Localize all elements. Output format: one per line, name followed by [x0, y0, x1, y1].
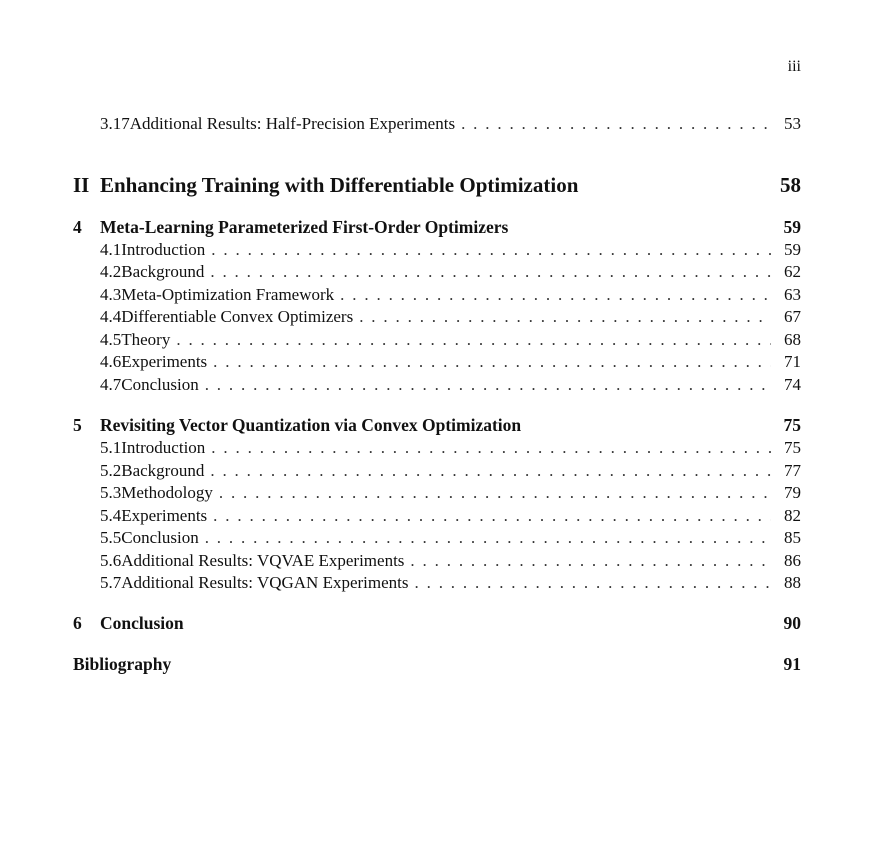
section-number: 5.3	[100, 483, 122, 502]
section-title: Additional Results: VQGAN Experiments	[121, 573, 409, 592]
section-title: Theory	[121, 330, 171, 349]
section-number: 4.1	[100, 240, 122, 259]
toc-entry-5-1[interactable]	[73, 438, 801, 458]
section-title: Background	[121, 461, 205, 480]
dot-leader	[211, 240, 771, 260]
section-number: 5.6	[100, 551, 122, 570]
toc-entry-4-5[interactable]	[73, 330, 801, 350]
page-ref: 59	[784, 240, 801, 259]
section-number: 4.7	[100, 375, 122, 394]
page-ref: 75	[783, 415, 801, 435]
section-title: Conclusion	[121, 528, 199, 547]
page-ref: 88	[784, 573, 801, 592]
section-number: 5.5	[100, 528, 122, 547]
dot-leader	[213, 506, 771, 526]
page-ref: 67	[784, 307, 801, 326]
toc-entry-5-5[interactable]	[73, 528, 801, 548]
page-ref: 77	[784, 461, 801, 480]
toc-entry-4-6[interactable]	[73, 352, 801, 372]
page-number: iii	[787, 58, 801, 75]
section-title: Additional Results: Half-Precision Experiments	[129, 114, 456, 133]
toc-entry-5-3[interactable]	[73, 483, 801, 503]
section-number: 4.4	[100, 307, 122, 326]
dot-leader	[210, 262, 771, 282]
chapter-title: Meta-Learning Parameterized First-Order Optimizers	[100, 217, 509, 237]
section-title: Introduction	[121, 240, 206, 259]
page-ref: 86	[784, 551, 801, 570]
section-title: Differentiable Convex Optimizers	[121, 307, 354, 326]
chapter-number: 4	[73, 217, 82, 237]
toc-bibliography[interactable]	[73, 654, 801, 675]
chapter-title: Conclusion	[100, 613, 184, 633]
page-ref: 53	[784, 114, 801, 133]
bibliography-title: Bibliography	[73, 654, 172, 674]
section-number: 4.6	[100, 352, 122, 371]
section-number: 5.7	[100, 573, 122, 592]
section-title: Background	[121, 262, 205, 281]
toc-entry-5-6[interactable]	[73, 551, 801, 571]
toc-entry-4-7[interactable]	[73, 375, 801, 395]
dot-leader	[176, 330, 771, 350]
toc-part-2[interactable]	[73, 173, 801, 198]
section-title: Experiments	[121, 352, 208, 371]
toc-chapter-4[interactable]	[73, 217, 801, 238]
chapter-number: 6	[73, 613, 82, 633]
dot-leader	[461, 114, 771, 134]
section-title: Meta-Optimization Framework	[121, 285, 335, 304]
dot-leader	[205, 375, 771, 395]
dot-leader	[205, 528, 771, 548]
chapter-title: Revisiting Vector Quantization via Convex Optimization	[100, 415, 522, 435]
page-ref: 85	[784, 528, 801, 547]
page-ref: 68	[784, 330, 801, 349]
toc-chapter-6[interactable]	[73, 613, 801, 634]
section-number: 5.4	[100, 506, 122, 525]
toc-entry-4-4[interactable]	[73, 307, 801, 327]
section-title: Methodology	[121, 483, 213, 502]
dot-leader	[415, 573, 772, 593]
toc-entry-4-1[interactable]	[73, 240, 801, 260]
page-ref: 90	[783, 613, 801, 633]
dot-leader	[340, 285, 771, 305]
dot-leader	[219, 483, 771, 503]
page-ref: 75	[784, 438, 801, 457]
page-ref: 71	[784, 352, 801, 371]
part-number: II	[73, 173, 90, 197]
toc-chapter-5[interactable]	[73, 415, 801, 436]
toc-entry-3-17[interactable]	[73, 114, 801, 134]
toc-entry-5-7[interactable]	[73, 573, 801, 593]
section-title: Conclusion	[121, 375, 199, 394]
dot-leader	[211, 438, 771, 458]
dot-leader	[359, 307, 771, 327]
page-ref: 62	[784, 262, 801, 281]
toc-entry-4-3[interactable]	[73, 285, 801, 305]
page-ref: 79	[784, 483, 801, 502]
page-ref: 58	[780, 173, 801, 197]
section-number: 4.2	[100, 262, 122, 281]
page-ref: 74	[784, 375, 801, 394]
toc-entry-5-4[interactable]	[73, 506, 801, 526]
section-number: 4.3	[100, 285, 122, 304]
dot-leader	[210, 461, 771, 481]
page-ref: 82	[784, 506, 801, 525]
toc-entry-5-2[interactable]	[73, 461, 801, 481]
section-title: Experiments	[121, 506, 208, 525]
chapter-number: 5	[73, 415, 82, 435]
dot-leader	[213, 352, 771, 372]
section-title: Additional Results: VQVAE Experiments	[121, 551, 405, 570]
section-number: 3.17	[100, 114, 130, 133]
dot-leader	[410, 551, 771, 571]
section-number: 5.2	[100, 461, 122, 480]
section-number: 4.5	[100, 330, 122, 349]
part-title: Enhancing Training with Differentiable Optimization	[100, 173, 579, 197]
page-ref: 59	[783, 217, 801, 237]
page-ref: 91	[783, 654, 801, 674]
section-title: Introduction	[121, 438, 206, 457]
toc-entry-4-2[interactable]	[73, 262, 801, 282]
page-ref: 63	[784, 285, 801, 304]
section-number: 5.1	[100, 438, 122, 457]
